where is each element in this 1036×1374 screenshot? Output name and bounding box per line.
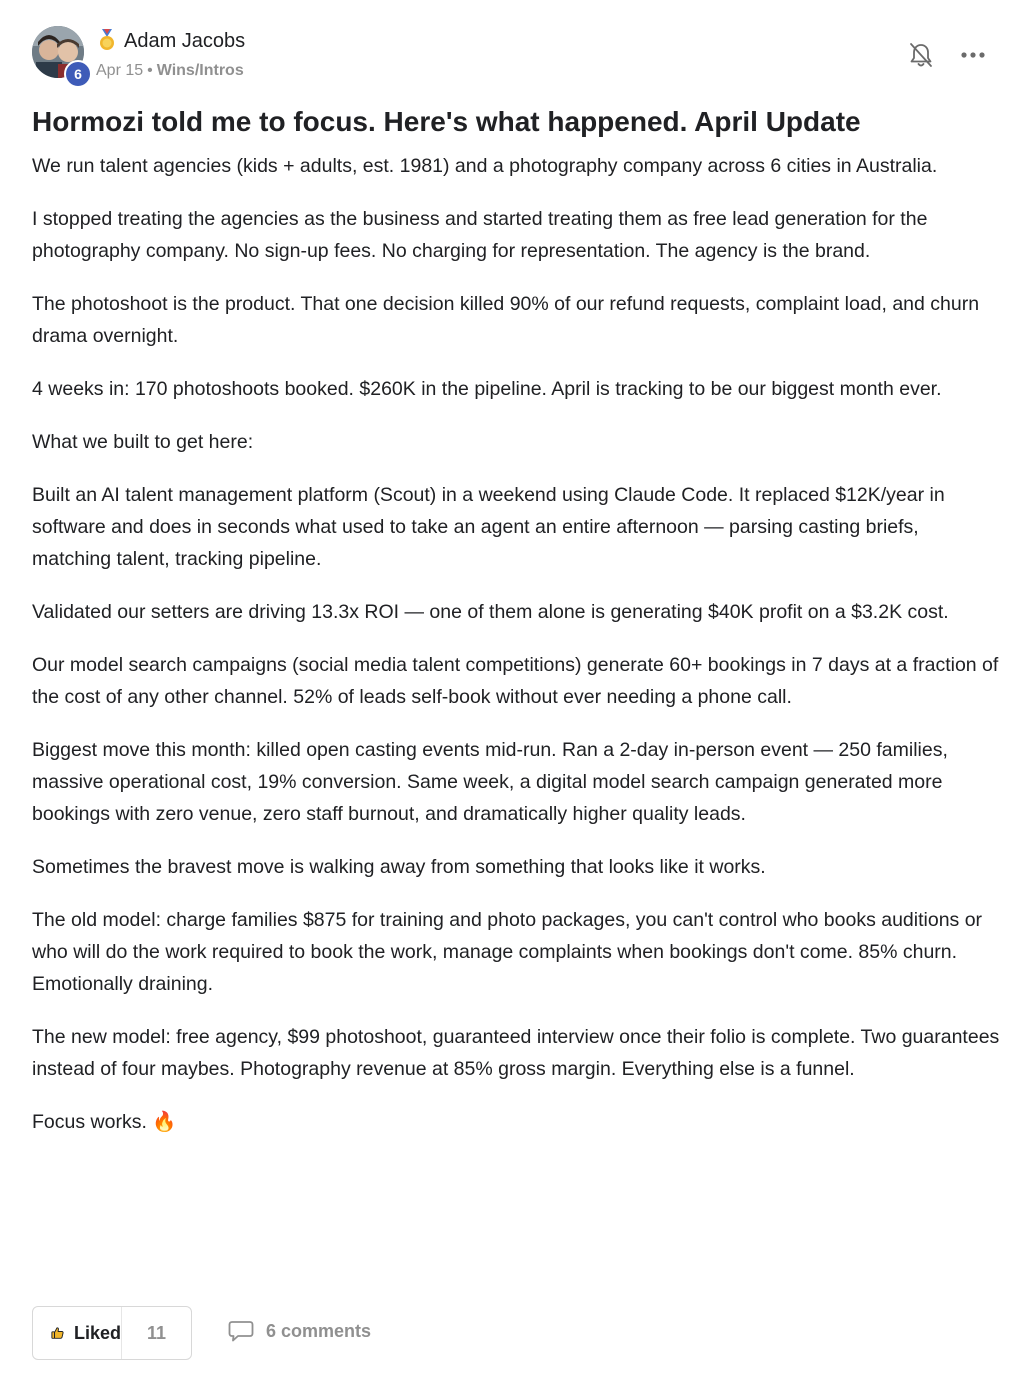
bell-muted-icon[interactable] xyxy=(906,40,936,70)
post-paragraph: Built an AI talent management platform (Scout) in a weekend using Claude Code. It replaced $12K/year in software and does in seconds what used to take an agent an entire afternoon — parsing casting briefs, matching talent, tracking pipeline. xyxy=(32,484,945,570)
comments-button[interactable] xyxy=(228,1319,371,1343)
author-name[interactable]: Adam Jacobs xyxy=(124,30,246,52)
post-category[interactable]: Wins/Intros xyxy=(156,62,244,79)
post-paragraph: Biggest move this month: killed open casting events mid-run. Ran a 2-day in-person event — 250 families, massive operational cost, 19% conversion. Same week, a digital model search campaign generated more bookings with zero venue, zero staff burnout, and dramatically higher quality leads. xyxy=(32,739,948,825)
post-paragraph: Our model search campaigns (social media talent competitions) generate 60+ bookings in 7 days at a fraction of the cost of any other channel. 52% of leads self-book without ever needing a phone call. xyxy=(32,654,999,708)
post-paragraph: Focus works. 🔥 xyxy=(32,1111,177,1133)
post-paragraph: Sometimes the bravest move is walking away from something that looks like it works. xyxy=(32,856,766,878)
comment-bubble-icon xyxy=(228,1319,254,1343)
comments-label: 6 comments xyxy=(266,1320,372,1341)
post-body xyxy=(32,150,1000,1138)
post-paragraph: The photoshoot is the product. That one decision killed 90% of our refund requests, complaint load, and churn drama overnight. xyxy=(32,293,980,347)
post-meta xyxy=(96,62,244,80)
post-date[interactable]: Apr 15 xyxy=(96,62,144,79)
like-count[interactable]: 11 xyxy=(146,1322,167,1343)
like-button-main[interactable] xyxy=(33,1307,122,1359)
post-paragraph: Validated our setters are driving 13.3x ROI — one of them alone is generating $40K profit on a $3.2K cost. xyxy=(32,601,949,623)
post-paragraph: 4 weeks in: 170 photoshoots booked. $260K in the pipeline. April is tracking to be our biggest month ever. xyxy=(32,378,942,400)
post-paragraph: I stopped treating the agencies as the business and started treating them as free lead generation for the photography company. No sign-up fees. No charging for representation. The agency is the brand. xyxy=(32,208,928,262)
like-button[interactable] xyxy=(32,1306,192,1360)
post-header xyxy=(32,26,1000,86)
post-paragraph: We run talent agencies (kids + adults, est. 1981) and a photography company across 6 cities in Australia. xyxy=(32,155,938,177)
meta-separator: • xyxy=(147,62,153,79)
medal-icon xyxy=(98,29,116,51)
post-title: Hormozi told me to focus. Here's what happened. April Update xyxy=(32,106,861,137)
thumbs-up-icon xyxy=(51,1322,64,1344)
post-paragraph: What we built to get here: xyxy=(32,431,254,453)
more-horizontal-icon[interactable] xyxy=(958,46,988,64)
like-label: Liked xyxy=(73,1322,121,1343)
post-actions xyxy=(32,1306,1000,1360)
level-badge: 6 xyxy=(64,60,92,88)
post-card xyxy=(32,26,1000,1159)
post-paragraph: The old model: charge families $875 for training and photo packages, you can't control who books auditions or who will do the work required to book the work, manage complaints when bookings don't come. 85% churn. Emotionally draining. xyxy=(32,909,983,995)
post-paragraph: The new model: free agency, $99 photoshoot, guaranteed interview once their folio is complete. Two guarantees instead of four maybes. Photography revenue at 85% gross margin. Everything else is a funnel. xyxy=(32,1026,1000,1080)
